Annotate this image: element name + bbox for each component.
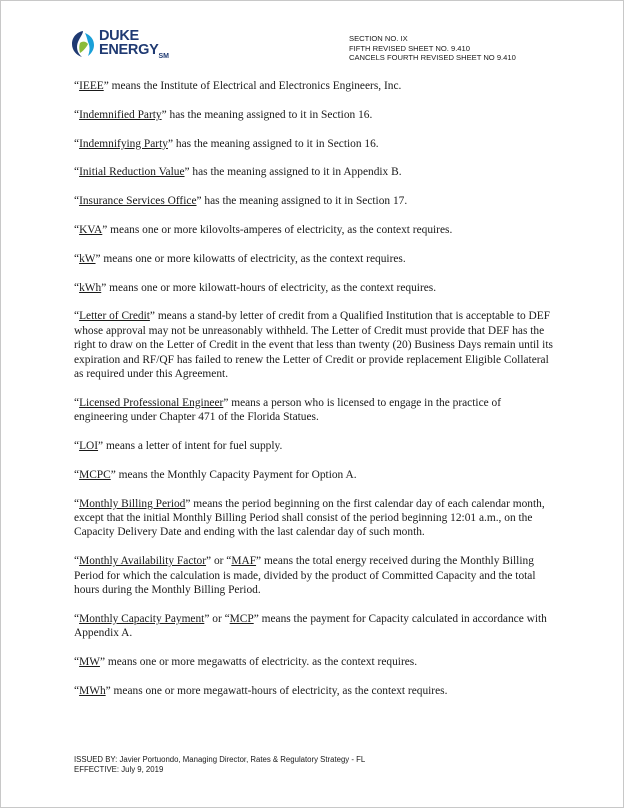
logo-text-duke: DUKE xyxy=(99,28,139,44)
definition-paragraph xyxy=(74,194,556,208)
quote-open: “ xyxy=(74,252,80,265)
definition-paragraph xyxy=(74,137,556,151)
defined-term-alias: MAF xyxy=(231,555,257,568)
duke-energy-logo xyxy=(69,27,189,67)
quote-open: “ xyxy=(74,281,80,294)
quote-open: “ xyxy=(74,396,80,409)
defined-term: KVA xyxy=(79,223,103,236)
definition-text: ” means a stand-by letter of credit from a Qualified Institution that is acceptable to DEF whose approval may not be unreasonably withheld. The Letter of Credit must provide that DEF has the right to draw on the Letter of Credit in the event that less than twenty (20) Business Days remain until its expiration and RF/QF has failed to renew the Letter of Credit or provide replacement Eligible Collateral as required under this Agreement. xyxy=(74,310,553,380)
quote-open: “ xyxy=(74,108,80,121)
definition-paragraph xyxy=(74,281,556,295)
quote-open: “ xyxy=(74,497,80,510)
defined-term: MW xyxy=(79,656,100,669)
definition-paragraph xyxy=(74,165,556,179)
defined-term: Licensed Professional Engineer xyxy=(79,396,224,409)
definition-paragraph xyxy=(74,223,556,237)
definition-text: ” has the meaning assigned to it in Appendix B. xyxy=(184,166,402,179)
definition-paragraph xyxy=(74,79,556,93)
quote-open: “ xyxy=(74,137,80,150)
definition-text: ” means one or more kilowatt-hours of electricity, as the context requires. xyxy=(101,281,437,294)
definition-text: ” has the meaning assigned to it in Section 16. xyxy=(161,108,373,121)
definition-text: ” has the meaning assigned to it in Section 17. xyxy=(196,195,408,208)
definition-text: ” means a letter of intent for fuel supply. xyxy=(98,440,283,452)
cancels-sheet: CANCELS FOURTH REVISED SHEET NO 9.410 xyxy=(349,53,516,62)
defined-term: LOI xyxy=(79,440,99,452)
effective-line xyxy=(74,765,365,775)
quote-open: “ xyxy=(74,223,80,236)
definition-text: ” means the payment for Capacity calculated in accordance with Appendix A. xyxy=(74,612,547,640)
quote-open: “ xyxy=(74,195,80,208)
definitions-list xyxy=(74,79,556,713)
definition-text: ” means the Monthly Capacity Payment for Option A. xyxy=(110,468,357,481)
definition-paragraph xyxy=(74,554,556,597)
defined-term: MWh xyxy=(79,684,106,697)
duke-energy-logo-mark-icon xyxy=(69,29,97,59)
definition-text: ” means a person who is licensed to engage in the practice of engineering under Chapter 471 of the Florida Statues. xyxy=(74,396,502,424)
definition-text: ” means the period beginning on the first calendar day of each calendar month, except that the initial Monthly Billing Period shall consist of the period beginning 12:01 a.m., on the Capacity Delivery Date and ending with the last calendar day of such month. xyxy=(74,497,545,539)
definition-paragraph xyxy=(74,108,556,122)
definition-connector: ” or “ xyxy=(204,612,230,625)
definition-connector: ” or “ xyxy=(206,555,232,568)
quote-open: “ xyxy=(74,612,80,625)
logo-sm-mark: SM xyxy=(158,52,169,60)
defined-term: Insurance Services Office xyxy=(79,195,197,208)
definition-text: ” means the Institute of Electrical and Electronics Engineers, Inc. xyxy=(103,80,402,92)
definition-text: ” means the total energy received during the Monthly Billing Period for which the calculation is made, divided by the product of Committed Capacity and the total hours during the Monthly Billing Period. xyxy=(74,555,536,597)
definition-paragraph xyxy=(74,439,556,453)
definition-text: ” has the meaning assigned to it in Section 16. xyxy=(167,137,379,150)
revised-sheet: FIFTH REVISED SHEET NO. 9.410 xyxy=(349,43,470,53)
sheet-footer xyxy=(74,755,365,775)
logo-text-energy-word: ENERGY xyxy=(99,42,159,58)
effective-label: EFFECTIVE: xyxy=(74,765,120,774)
logo-text-energy xyxy=(99,43,169,64)
sheet-header xyxy=(349,34,516,63)
defined-term: kW xyxy=(79,252,96,265)
issued-by-value: Javier Portuondo, Managing Director, Rates & Regulatory Strategy - FL xyxy=(119,755,366,764)
defined-term: Monthly Capacity Payment xyxy=(79,612,205,625)
defined-term: Indemnifying Party xyxy=(79,137,168,150)
definition-text: ” means one or more kilowatts of electricity, as the context requires. xyxy=(95,252,406,265)
quote-open: “ xyxy=(74,656,80,669)
quote-open: “ xyxy=(74,468,80,481)
defined-term: Letter of Credit xyxy=(79,310,150,323)
section-number: SECTION NO. IX xyxy=(349,34,408,43)
quote-open: “ xyxy=(74,684,80,697)
defined-term: kWh xyxy=(79,281,102,294)
definition-text: ” means one or more kilovolts-amperes of electricity, as the context requires. xyxy=(102,223,453,236)
definition-paragraph xyxy=(74,497,556,540)
defined-term: IEEE xyxy=(79,80,104,92)
defined-term: Monthly Availability Factor xyxy=(79,555,207,568)
definition-paragraph xyxy=(74,252,556,266)
defined-term-alias: MCP xyxy=(229,612,254,625)
issued-by-line xyxy=(74,755,365,765)
definition-text: ” means one or more megawatts of electricity. as the context requires. xyxy=(99,656,418,669)
definition-paragraph xyxy=(74,612,556,641)
logo-wordmark xyxy=(99,29,169,64)
definition-paragraph xyxy=(74,655,556,669)
quote-open: “ xyxy=(74,80,80,92)
definition-paragraph xyxy=(74,468,556,482)
effective-value: July 9, 2019 xyxy=(121,765,164,774)
definition-text: ” means one or more megawatt-hours of electricity, as the context requires. xyxy=(105,684,448,697)
defined-term: Indemnified Party xyxy=(79,108,162,121)
definition-paragraph xyxy=(74,684,556,698)
quote-open: “ xyxy=(74,555,80,568)
defined-term: Initial Reduction Value xyxy=(79,166,185,179)
definition-paragraph xyxy=(74,396,556,425)
quote-open: “ xyxy=(74,440,80,452)
definition-paragraph xyxy=(74,309,556,381)
quote-open: “ xyxy=(74,310,80,323)
issued-by-label: ISSUED BY: xyxy=(74,755,118,764)
defined-term: MCPC xyxy=(79,468,111,481)
quote-open: “ xyxy=(74,166,80,179)
defined-term: Monthly Billing Period xyxy=(79,497,186,510)
